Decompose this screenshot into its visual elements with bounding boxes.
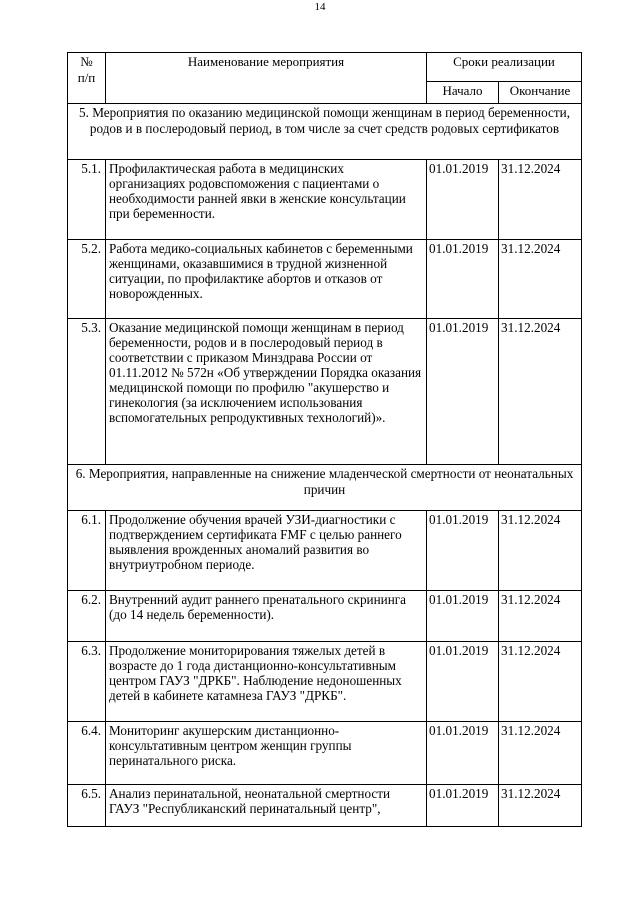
row-activity: Продолжение мониторирования тяжелых детей в возрасте до 1 года дистанционно-консультативным центром ГАУЗ "ДРКБ". Наблюдение недоношенных детей в кабинете катамнеза ГАУЗ "ДРКБ". (106, 642, 427, 722)
row-activity: Оказание медицинской помощи женщинам в период беременности, родов и в послеродовый период в соответствии с приказом Минздрава России от 01.11.2012 № 572н «Об утверждении Порядка оказания медицинской помощи по профилю "акушерство и гинекология (за исключением использования вспомогательных репродуктивных технологий)». (106, 319, 427, 465)
row-number: 6.2. (68, 591, 106, 642)
row-number: 6.5. (68, 785, 106, 827)
row-end-date: 31.12.2024 (499, 160, 582, 240)
row-start-date: 01.01.2019 (427, 160, 499, 240)
page-number: 14 (314, 1, 326, 13)
row-activity: Продолжение обучения врачей УЗИ-диагностики с подтверждением сертификата FMF с целью раннего выявления врожденных аномалий развития во внутриутробном периоде. (106, 511, 427, 591)
header-end: Окончание (499, 82, 582, 104)
row-start-date: 01.01.2019 (427, 511, 499, 591)
row-number: 6.4. (68, 722, 106, 785)
section-row (68, 104, 582, 160)
table-row (68, 160, 582, 240)
table-row (68, 240, 582, 319)
row-activity: Профилактическая работа в медицинских организациях родовспоможения с пациентами о необходимости ранней явки в женские консультации при беременности. (106, 160, 427, 240)
header-number-line2: п/п (77, 70, 96, 85)
row-start-date: 01.01.2019 (427, 319, 499, 465)
header-dates: Сроки реализации (427, 53, 582, 82)
row-number: 6.1. (68, 511, 106, 591)
row-activity: Работа медико-социальных кабинетов с беременными женщинами, оказавшимися в трудной жизненной ситуации, по профилактике абортов и отказов от новорожденных. (106, 240, 427, 319)
table-row (68, 722, 582, 785)
table-row (68, 511, 582, 591)
row-number: 6.3. (68, 642, 106, 722)
row-activity: Мониторинг акушерским дистанционно-консультативным центром женщин группы перинатального риска. (106, 722, 427, 785)
section-row (68, 465, 582, 511)
row-start-date: 01.01.2019 (427, 240, 499, 319)
row-number: 5.3. (68, 319, 106, 465)
row-start-date: 01.01.2019 (427, 591, 499, 642)
row-end-date: 31.12.2024 (499, 642, 582, 722)
row-end-date: 31.12.2024 (499, 785, 582, 827)
header-number (68, 53, 106, 104)
row-activity: Анализ перинатальной, неонатальной смертности ГАУЗ "Республиканский перинатальный центр", (106, 785, 427, 827)
row-number: 5.2. (68, 240, 106, 319)
table-row (68, 319, 582, 465)
table-row (68, 785, 582, 827)
row-start-date: 01.01.2019 (427, 785, 499, 827)
row-start-date: 01.01.2019 (427, 642, 499, 722)
row-end-date: 31.12.2024 (499, 722, 582, 785)
section-title: 6. Мероприятия, направленные на снижение младенческой смертности от неонатальных причин (68, 465, 582, 511)
table-row (68, 591, 582, 642)
section-title: 5. Мероприятия по оказанию медицинской помощи женщинам в период беременности, родов и в послеродовый период, в том числе за счет средств родовых сертификатов (68, 104, 582, 160)
row-end-date: 31.12.2024 (499, 319, 582, 465)
row-end-date: 31.12.2024 (499, 591, 582, 642)
table-row (68, 642, 582, 722)
header-activity-name: Наименование мероприятия (106, 53, 427, 104)
activities-table (67, 52, 582, 827)
header-number-line1: № (80, 54, 93, 69)
header-start: Начало (427, 82, 499, 104)
table-header-row (68, 53, 582, 82)
row-end-date: 31.12.2024 (499, 240, 582, 319)
row-activity: Внутренний аудит раннего пренатального скрининга (до 14 недель беременности). (106, 591, 427, 642)
row-start-date: 01.01.2019 (427, 722, 499, 785)
row-end-date: 31.12.2024 (499, 511, 582, 591)
row-number: 5.1. (68, 160, 106, 240)
